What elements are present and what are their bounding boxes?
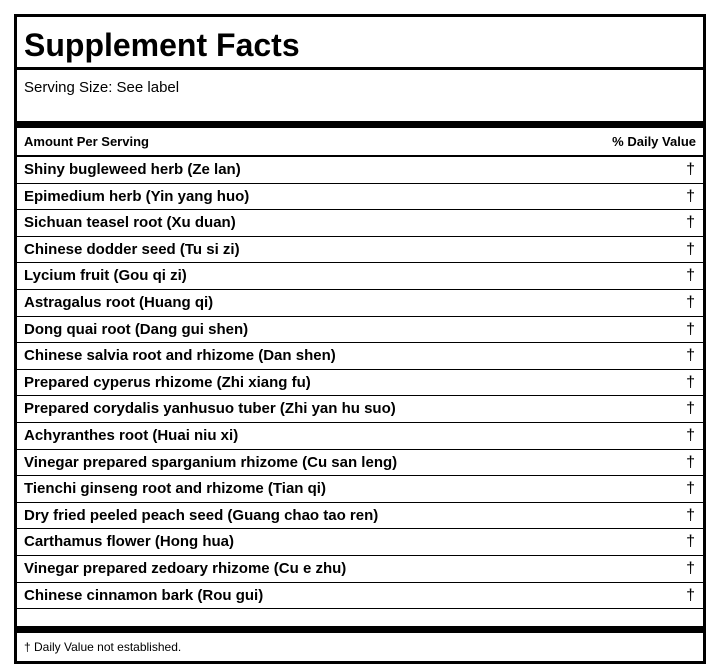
title-divider [17,67,703,70]
amount-per-serving-header: Amount Per Serving [24,134,149,149]
ingredient-daily-value: † [686,533,695,551]
ingredient-name: Dong quai root (Dang gui shen) [24,320,249,338]
ingredient-row [17,450,703,477]
ingredient-daily-value: † [686,426,695,444]
amount-header-row [17,128,703,157]
ingredient-row [17,396,703,423]
ingredient-name: Carthamus flower (Hong hua) [24,533,235,551]
label-title: Supplement Facts [24,27,300,63]
ingredient-row [17,290,703,317]
ingredient-name: Achyranthes root (Huai niu xi) [24,426,239,444]
footnote: † Daily Value not established. [24,640,182,654]
ingredient-list [17,157,703,609]
ingredient-row [17,317,703,344]
ingredient-row [17,237,703,264]
ingredient-name: Chinese dodder seed (Tu si zi) [24,240,240,258]
ingredient-daily-value: † [686,267,695,285]
ingredient-row [17,476,703,503]
ingredient-daily-value: † [686,373,695,391]
ingredient-name: Astragalus root (Huang qi) [24,293,214,311]
ingredient-row [17,583,703,610]
ingredient-daily-value: † [686,453,695,471]
ingredient-daily-value: † [686,320,695,338]
ingredient-name: Tienchi ginseng root and rhizome (Tian qi) [24,480,326,498]
ingredient-name: Chinese salvia root and rhizome (Dan shen) [24,347,336,365]
ingredient-name: Lycium fruit (Gou qi zi) [24,267,187,285]
ingredient-daily-value: † [686,214,695,232]
ingredient-row [17,263,703,290]
ingredient-row [17,210,703,237]
ingredient-row [17,184,703,211]
daily-value-header: % Daily Value [612,134,696,149]
ingredient-row [17,157,703,184]
ingredient-name: Prepared cyperus rhizome (Zhi xiang fu) [24,373,311,391]
ingredient-daily-value: † [686,506,695,524]
ingredient-name: Chinese cinnamon bark (Rou gui) [24,586,264,604]
footnote-divider [17,626,703,633]
ingredient-row [17,556,703,583]
ingredient-name: Sichuan teasel root (Xu duan) [24,214,236,232]
ingredient-daily-value: † [686,400,695,418]
serving-size: Serving Size: See label [24,79,180,96]
ingredient-name: Vinegar prepared sparganium rhizome (Cu san leng) [24,453,398,471]
ingredient-daily-value: † [686,161,695,178]
ingredient-daily-value: † [686,240,695,258]
ingredient-name: Prepared corydalis yanhusuo tuber (Zhi yan hu suo) [24,400,396,418]
ingredient-daily-value: † [686,293,695,311]
ingredient-row [17,370,703,397]
ingredient-row [17,529,703,556]
ingredient-row [17,343,703,370]
ingredient-daily-value: † [686,559,695,577]
supplement-facts-panel [14,14,706,664]
ingredient-row [17,423,703,450]
ingredient-name: Epimedium herb (Yin yang huo) [24,187,250,205]
ingredient-daily-value: † [686,187,695,205]
ingredient-daily-value: † [686,480,695,498]
ingredient-name: Shiny bugleweed herb (Ze lan) [24,161,241,178]
ingredient-name: Vinegar prepared zedoary rhizome (Cu e zhu) [24,559,347,577]
serving-divider [17,121,703,128]
ingredient-daily-value: † [686,586,695,604]
ingredient-row [17,503,703,530]
ingredient-daily-value: † [686,347,695,365]
ingredient-name: Dry fried peeled peach seed (Guang chao tao ren) [24,506,379,524]
